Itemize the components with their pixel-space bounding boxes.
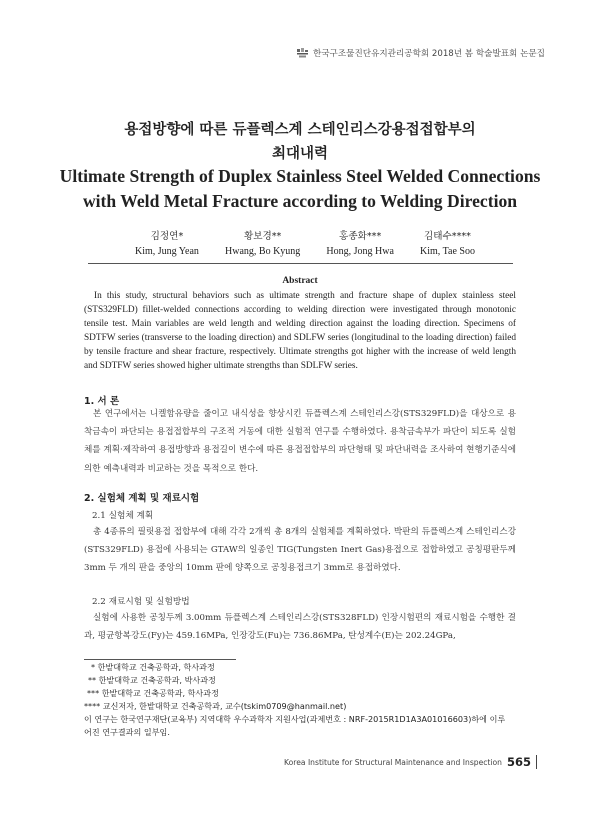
page-footer [284, 755, 537, 769]
running-header [296, 47, 545, 59]
section-2-1-body: 총 4종류의 필릿용접 접합부에 대해 각각 2개씩 총 8개의 실험체를 계획하였다. 박판의 듀플렉스계 스테인리스강(STS329FLD) 용접에 사용되는 GTAW의 일종인 TIG(Tungsten Inert Gas)용접으로 접합하였고 공칭평판두께 3mm 두 개의 판을 중앙의 10mm 판에 양쪽으로 공칭용접크기 3mm로 용접하였다. [84, 527, 516, 574]
footnote: ** 한밭대학교 건축공학과, 박사과정 [88, 675, 216, 685]
author-name-english: Kim, Jung Yean [135, 246, 199, 257]
footnote: *** 한밭대학교 건축공학과, 학사과정 [87, 688, 219, 698]
abstract-body: In this study, structural behaviors such as ultimate strength and fracture shape of duplex stainless steel (STS329FLD) fillet-welded connections according to welding direction were investigated through monotonic tensile test. Main variables are weld length and welding direction against the loading direction. Specimens of SDTFW series (transverse to the loading direction) and SDLFW series (longitudinal to the loading direction) failed by tensile fracture and shear fracture, respectively. Ultimate strengths got higher with the increase of weld length and SDTFW series showed higher ultimate strengths than SDLFW series. [84, 291, 516, 371]
author-name-korean: 홍종화*** [339, 231, 382, 242]
english-title-line-2: with Weld Metal Fracture according to Welding Direction [82, 191, 518, 211]
footnote-divider [84, 659, 236, 660]
abstract-heading: Abstract [282, 276, 318, 286]
author [420, 230, 475, 259]
author-name-english: Hong, Jong Hwa [326, 246, 394, 257]
section-1-body: 본 연구에서는 니켈함유량을 줄이고 내식성을 향상시킨 듀플렉스계 스테인리스강(STS329FLD)을 대상으로 용착금속이 파단되는 용접접합부의 구조적 거동에 대한 실험적 연구를 수행하였다. 용착금속부가 파단이 되도록 실험체를 계획·제작하여 용접방향과 용접길이 변수에 따른 용접접합부의 파단형태 및 파단내력을 조사하여 현행기준식에 의한 예측내력과 비교하는 것을 목적으로 한다. [84, 409, 516, 474]
section-2-2-body: 실험에 사용한 공칭두께 3.00mm 듀플렉스계 스테인리스강(STS328FLD) 인장시험편의 재료시험을 수행한 결과, 평균항복강도(Fy)는 459.16MPa, 인장강도(Fu)는 736.86MPa, 탄성계수(E)는 202.24GPa, [84, 613, 516, 642]
footer-divider [536, 755, 537, 769]
english-title-line-1: Ultimate Strength of Duplex Stainless Steel Welded Connections [59, 166, 541, 186]
funding-note: 이 연구는 한국연구재단(교육부) 지역대학 우수과학자 지원사업(과제번호 : NRF-2015R1D1A3A01016603)하에 이루 [84, 714, 506, 724]
title-divider [88, 263, 513, 264]
section-1-heading: 1. 서 론 [84, 396, 120, 407]
author [326, 230, 394, 259]
korean-title-line-2: 최대내력 [271, 146, 329, 162]
korean-title-line-1: 용접방향에 따른 듀플렉스계 스테인리스강용접접합부의 [124, 122, 476, 138]
funding-note: 어진 연구결과의 일부임. [84, 727, 170, 737]
footnote: * 한밭대학교 건축공학과, 학사과정 [91, 662, 215, 672]
author-name-korean: 김태수**** [423, 231, 471, 242]
author [135, 230, 199, 259]
page-number: 565 [506, 755, 531, 769]
section-2-2-heading: 2.2 재료시험 및 실험방법 [92, 597, 190, 607]
author-name-korean: 황보경** [243, 231, 282, 242]
section-2-1-heading: 2.1 실험체 계획 [92, 511, 154, 521]
journal-logo-icon [296, 48, 309, 58]
author-name-korean: 김정연* [150, 231, 184, 242]
author [225, 230, 300, 259]
author-name-english: Kim, Tae Soo [420, 246, 475, 257]
author-list [135, 230, 475, 259]
section-2-heading: 2. 실험체 계획 및 재료시험 [84, 493, 200, 504]
header-text: 한국구조물진단유지관리공학회 2018년 봄 학술발표회 논문집 [312, 49, 545, 59]
footer-institute: Korea Institute for Structural Maintenance and Inspection [284, 757, 502, 767]
footnotes [84, 661, 524, 739]
author-name-english: Hwang, Bo Kyung [225, 246, 301, 257]
footnote: **** 교신저자, 한밭대학교 건축공학과, 교수(tskim0709@hanmail.net) [84, 701, 347, 711]
